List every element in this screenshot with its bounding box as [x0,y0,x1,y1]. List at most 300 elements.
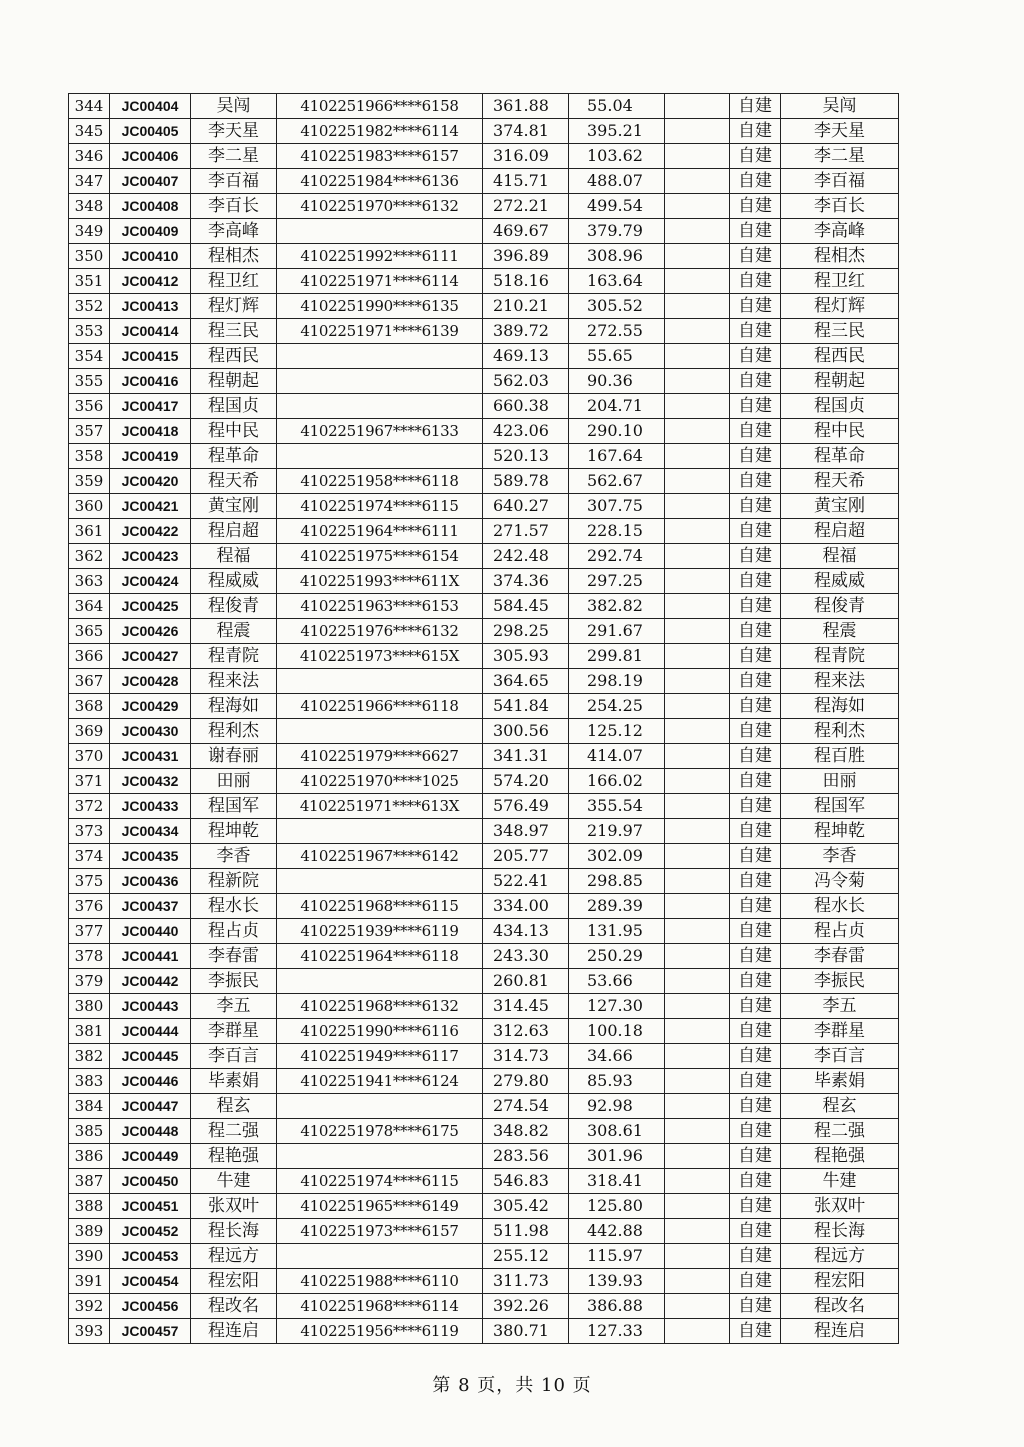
build-type: 自建 [730,319,781,344]
area-value-2: 125.12 [569,719,665,744]
row-number: 376 [69,894,110,919]
area-value-2: 163.64 [569,269,665,294]
build-type: 自建 [730,869,781,894]
area-value-1: 348.97 [483,819,569,844]
holder-name: 谢春丽 [191,744,277,769]
row-number: 390 [69,1244,110,1269]
build-type: 自建 [730,1319,781,1344]
area-value-1: 518.16 [483,269,569,294]
blank-cell [665,394,730,419]
parcel-code: JC00437 [110,894,191,919]
parcel-code: JC00408 [110,194,191,219]
area-value-2: 131.95 [569,919,665,944]
parcel-code: JC00406 [110,144,191,169]
owner-name: 程福 [781,544,899,569]
holder-name: 李百言 [191,1044,277,1069]
id-number: 4102251939****6119 [277,919,483,944]
parcel-code: JC00421 [110,494,191,519]
table-row [69,419,899,444]
area-value-1: 314.73 [483,1044,569,1069]
row-number: 360 [69,494,110,519]
blank-cell [665,469,730,494]
holder-name: 李高峰 [191,219,277,244]
owner-name: 程震 [781,619,899,644]
holder-name: 程利杰 [191,719,277,744]
area-value-2: 272.55 [569,319,665,344]
parcel-code: JC00456 [110,1294,191,1319]
owner-name: 程宏阳 [781,1269,899,1294]
area-value-2: 318.41 [569,1169,665,1194]
area-value-2: 166.02 [569,769,665,794]
holder-name: 程来法 [191,669,277,694]
area-value-2: 228.15 [569,519,665,544]
parcel-code: JC00435 [110,844,191,869]
area-value-1: 279.80 [483,1069,569,1094]
owner-name: 程国贞 [781,394,899,419]
area-value-1: 380.71 [483,1319,569,1344]
parcel-code: JC00444 [110,1019,191,1044]
build-type: 自建 [730,1169,781,1194]
id-number [277,719,483,744]
build-type: 自建 [730,369,781,394]
owner-name: 程青院 [781,644,899,669]
owner-name: 程启超 [781,519,899,544]
blank-cell [665,1169,730,1194]
id-number: 4102251973****6157 [277,1219,483,1244]
table-row [69,394,899,419]
blank-cell [665,1194,730,1219]
id-number: 4102251964****6111 [277,519,483,544]
holder-name: 程天希 [191,469,277,494]
table-row [69,1019,899,1044]
id-number: 4102251978****6175 [277,1119,483,1144]
table-row [69,894,899,919]
build-type: 自建 [730,1044,781,1069]
area-value-2: 127.33 [569,1319,665,1344]
row-number: 367 [69,669,110,694]
area-value-2: 308.61 [569,1119,665,1144]
area-value-1: 522.41 [483,869,569,894]
area-value-1: 210.21 [483,294,569,319]
area-value-1: 341.31 [483,744,569,769]
area-value-2: 250.29 [569,944,665,969]
area-value-1: 434.13 [483,919,569,944]
id-number: 4102251971****6139 [277,319,483,344]
build-type: 自建 [730,1219,781,1244]
build-type: 自建 [730,269,781,294]
area-value-2: 167.64 [569,444,665,469]
area-value-1: 305.93 [483,644,569,669]
owner-name: 程相杰 [781,244,899,269]
area-value-1: 300.56 [483,719,569,744]
id-number: 4102251963****6153 [277,594,483,619]
holder-name: 程宏阳 [191,1269,277,1294]
area-value-2: 289.39 [569,894,665,919]
area-value-1: 311.73 [483,1269,569,1294]
blank-cell [665,919,730,944]
id-number: 4102251979****6627 [277,744,483,769]
holder-name: 程灯辉 [191,294,277,319]
build-type: 自建 [730,444,781,469]
parcel-code: JC00450 [110,1169,191,1194]
parcel-code: JC00407 [110,169,191,194]
row-number: 379 [69,969,110,994]
blank-cell [665,219,730,244]
parcel-code: JC00426 [110,619,191,644]
holder-name: 李春雷 [191,944,277,969]
owner-name: 程中民 [781,419,899,444]
holder-name: 黄宝刚 [191,494,277,519]
table-row [69,369,899,394]
area-value-2: 305.52 [569,294,665,319]
id-number [277,1144,483,1169]
id-number: 4102251971****613X [277,794,483,819]
build-type: 自建 [730,994,781,1019]
id-number: 4102251990****6135 [277,294,483,319]
owner-name: 李天星 [781,119,899,144]
id-number: 4102251990****6116 [277,1019,483,1044]
row-number: 384 [69,1094,110,1119]
owner-name: 程灯辉 [781,294,899,319]
holder-name: 程长海 [191,1219,277,1244]
id-number: 4102251971****6114 [277,269,483,294]
blank-cell [665,1019,730,1044]
row-number: 370 [69,744,110,769]
id-number [277,1244,483,1269]
build-type: 自建 [730,244,781,269]
parcel-code: JC00410 [110,244,191,269]
area-value-2: 379.79 [569,219,665,244]
parcel-code: JC00432 [110,769,191,794]
table-row [69,269,899,294]
area-value-2: 395.21 [569,119,665,144]
build-type: 自建 [730,769,781,794]
owner-name: 程改名 [781,1294,899,1319]
area-value-2: 55.04 [569,94,665,119]
parcel-code: JC00457 [110,1319,191,1344]
id-number [277,1094,483,1119]
build-type: 自建 [730,544,781,569]
area-value-1: 541.84 [483,694,569,719]
row-number: 389 [69,1219,110,1244]
blank-cell [665,419,730,444]
blank-cell [665,494,730,519]
owner-name: 李二星 [781,144,899,169]
table-row [69,694,899,719]
id-number [277,869,483,894]
build-type: 自建 [730,194,781,219]
blank-cell [665,1219,730,1244]
owner-name: 程来法 [781,669,899,694]
parcel-code: JC00431 [110,744,191,769]
table-row [69,1244,899,1269]
build-type: 自建 [730,344,781,369]
row-number: 351 [69,269,110,294]
table-row [69,1269,899,1294]
id-number [277,669,483,694]
holder-name: 程新院 [191,869,277,894]
id-number: 4102251984****6136 [277,169,483,194]
row-number: 358 [69,444,110,469]
table-row [69,494,899,519]
area-value-2: 302.09 [569,844,665,869]
area-value-1: 334.00 [483,894,569,919]
area-value-1: 589.78 [483,469,569,494]
blank-cell [665,694,730,719]
row-number: 355 [69,369,110,394]
blank-cell [665,94,730,119]
build-type: 自建 [730,294,781,319]
id-number [277,369,483,394]
id-number [277,394,483,419]
area-value-1: 576.49 [483,794,569,819]
parcel-code: JC00434 [110,819,191,844]
build-type: 自建 [730,419,781,444]
row-number: 374 [69,844,110,869]
row-number: 350 [69,244,110,269]
parcel-code: JC00447 [110,1094,191,1119]
holder-name: 吴闯 [191,94,277,119]
id-number: 4102251988****6110 [277,1269,483,1294]
id-number [277,344,483,369]
blank-cell [665,1044,730,1069]
table-row [69,469,899,494]
area-value-2: 386.88 [569,1294,665,1319]
table-row [69,1144,899,1169]
area-value-2: 127.30 [569,994,665,1019]
build-type: 自建 [730,144,781,169]
holder-name: 程连启 [191,1319,277,1344]
holder-name: 程启超 [191,519,277,544]
blank-cell [665,794,730,819]
id-number: 4102251992****6111 [277,244,483,269]
holder-name: 田丽 [191,769,277,794]
row-number: 369 [69,719,110,744]
blank-cell [665,569,730,594]
area-value-1: 242.48 [483,544,569,569]
id-number [277,444,483,469]
blank-cell [665,1119,730,1144]
row-number: 349 [69,219,110,244]
blank-cell [665,844,730,869]
build-type: 自建 [730,519,781,544]
row-number: 363 [69,569,110,594]
row-number: 388 [69,1194,110,1219]
table-row [69,919,899,944]
table-row [69,1219,899,1244]
owner-name: 李五 [781,994,899,1019]
build-type: 自建 [730,394,781,419]
area-value-2: 297.25 [569,569,665,594]
build-type: 自建 [730,94,781,119]
row-number: 392 [69,1294,110,1319]
owner-name: 李百福 [781,169,899,194]
area-value-2: 499.54 [569,194,665,219]
holder-name: 程国军 [191,794,277,819]
area-value-2: 254.25 [569,694,665,719]
build-type: 自建 [730,844,781,869]
table-row [69,819,899,844]
holder-name: 程远方 [191,1244,277,1269]
row-number: 359 [69,469,110,494]
owner-name: 冯令菊 [781,869,899,894]
owner-name: 程远方 [781,1244,899,1269]
owner-name: 李香 [781,844,899,869]
table-row [69,144,899,169]
owner-name: 田丽 [781,769,899,794]
table-row [69,869,899,894]
table-row [69,1169,899,1194]
holder-name: 程福 [191,544,277,569]
row-number: 387 [69,1169,110,1194]
row-number: 373 [69,819,110,844]
build-type: 自建 [730,944,781,969]
blank-cell [665,169,730,194]
holder-name: 李天星 [191,119,277,144]
area-value-1: 260.81 [483,969,569,994]
row-number: 393 [69,1319,110,1344]
holder-name: 程革命 [191,444,277,469]
blank-cell [665,544,730,569]
area-value-1: 574.20 [483,769,569,794]
row-number: 365 [69,619,110,644]
row-number: 368 [69,694,110,719]
area-value-2: 298.85 [569,869,665,894]
area-value-1: 640.27 [483,494,569,519]
build-type: 自建 [730,1069,781,1094]
build-type: 自建 [730,919,781,944]
table-row [69,744,899,769]
blank-cell [665,994,730,1019]
table-row [69,644,899,669]
blank-cell [665,119,730,144]
blank-cell [665,1069,730,1094]
owner-name: 程威威 [781,569,899,594]
holder-name: 李香 [191,844,277,869]
id-number: 4102251973****615X [277,644,483,669]
row-number: 380 [69,994,110,1019]
area-value-1: 546.83 [483,1169,569,1194]
parcel-code: JC00454 [110,1269,191,1294]
owner-name: 程水长 [781,894,899,919]
id-number: 4102251949****6117 [277,1044,483,1069]
parcel-code: JC00420 [110,469,191,494]
owner-name: 牛建 [781,1169,899,1194]
id-number [277,219,483,244]
area-value-1: 423.06 [483,419,569,444]
area-value-2: 298.19 [569,669,665,694]
owner-name: 李群星 [781,1019,899,1044]
id-number: 4102251958****6118 [277,469,483,494]
blank-cell [665,1094,730,1119]
parcel-code: JC00451 [110,1194,191,1219]
holder-name: 李振民 [191,969,277,994]
row-number: 382 [69,1044,110,1069]
parcel-code: JC00441 [110,944,191,969]
parcel-code: JC00417 [110,394,191,419]
build-type: 自建 [730,469,781,494]
table-row [69,1044,899,1069]
table-row [69,519,899,544]
holder-name: 程青院 [191,644,277,669]
row-number: 345 [69,119,110,144]
area-value-2: 562.67 [569,469,665,494]
parcel-code: JC00427 [110,644,191,669]
blank-cell [665,444,730,469]
id-number: 4102251974****6115 [277,1169,483,1194]
row-number: 346 [69,144,110,169]
id-number: 4102251982****6114 [277,119,483,144]
owner-name: 程国军 [781,794,899,819]
blank-cell [665,644,730,669]
build-type: 自建 [730,969,781,994]
area-value-2: 414.07 [569,744,665,769]
blank-cell [665,194,730,219]
owner-name: 李振民 [781,969,899,994]
area-value-2: 219.97 [569,819,665,844]
blank-cell [665,1319,730,1344]
parcel-code: JC00440 [110,919,191,944]
table-row [69,1194,899,1219]
owner-name: 程俊青 [781,594,899,619]
table-row [69,669,899,694]
holder-name: 程海如 [191,694,277,719]
blank-cell [665,819,730,844]
table-row [69,194,899,219]
build-type: 自建 [730,794,781,819]
id-number: 4102251967****6133 [277,419,483,444]
table-row [69,1094,899,1119]
parcel-code: JC00412 [110,269,191,294]
build-type: 自建 [730,719,781,744]
area-value-1: 389.72 [483,319,569,344]
parcel-code: JC00430 [110,719,191,744]
area-value-1: 415.71 [483,169,569,194]
owner-name: 程革命 [781,444,899,469]
parcel-code: JC00452 [110,1219,191,1244]
parcel-code: JC00405 [110,119,191,144]
area-value-1: 205.77 [483,844,569,869]
blank-cell [665,669,730,694]
row-number: 385 [69,1119,110,1144]
id-number: 4102251964****6118 [277,944,483,969]
owner-name: 程海如 [781,694,899,719]
owner-name: 李百长 [781,194,899,219]
area-value-1: 374.36 [483,569,569,594]
build-type: 自建 [730,644,781,669]
id-number: 4102251966****6158 [277,94,483,119]
build-type: 自建 [730,1194,781,1219]
blank-cell [665,944,730,969]
row-number: 352 [69,294,110,319]
holder-name: 程三民 [191,319,277,344]
row-number: 357 [69,419,110,444]
blank-cell [665,619,730,644]
area-value-2: 307.75 [569,494,665,519]
owner-name: 张双叶 [781,1194,899,1219]
holder-name: 程朝起 [191,369,277,394]
owner-name: 程西民 [781,344,899,369]
area-value-2: 292.74 [569,544,665,569]
area-value-1: 392.26 [483,1294,569,1319]
area-value-1: 469.13 [483,344,569,369]
area-value-1: 396.89 [483,244,569,269]
id-number: 4102251968****6115 [277,894,483,919]
area-value-2: 291.67 [569,619,665,644]
owner-name: 程三民 [781,319,899,344]
owner-name: 李百言 [781,1044,899,1069]
area-value-1: 272.21 [483,194,569,219]
